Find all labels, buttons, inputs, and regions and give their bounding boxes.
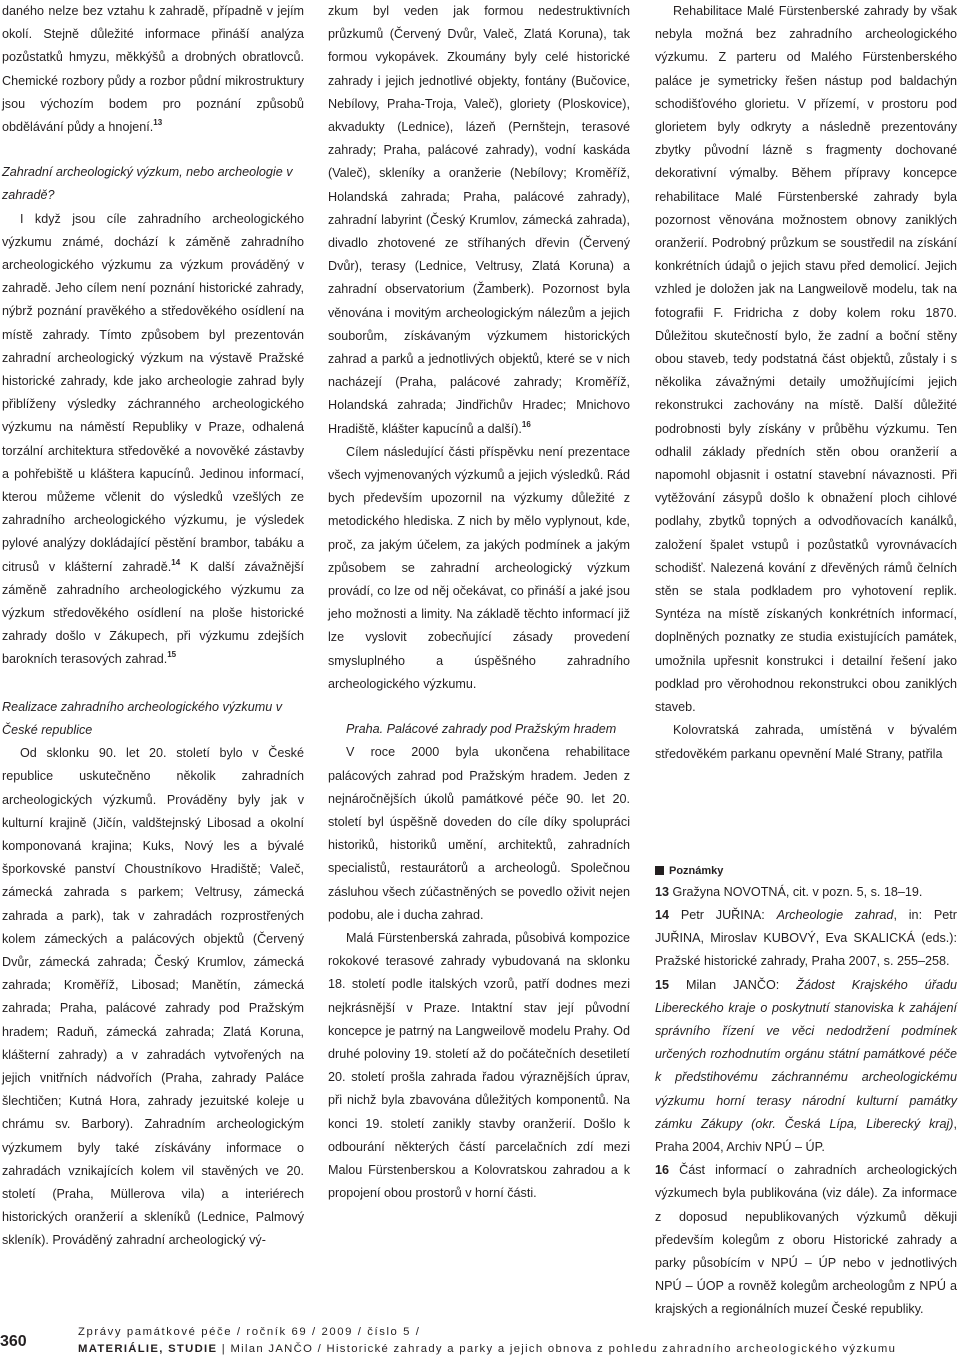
footnote-text: , in: Petr JUŘINA, Miroslav KUBOVÝ, Eva SKALICKÁ (eds.): Pražské historické zahrady, Praha 2007, s. 255–258. xyxy=(655,907,957,969)
paragraph xyxy=(2,208,304,672)
author-name: Milan JANČO xyxy=(230,1343,314,1355)
footnote-number: 13 xyxy=(655,884,670,899)
footnote-number: 14 xyxy=(655,907,670,922)
footnote-ref[interactable]: 13 xyxy=(153,118,163,128)
footnote-ref[interactable]: 15 xyxy=(167,650,177,660)
section-heading: Realizace zahradního archeologického výzkumu v České republice xyxy=(2,699,283,737)
footnote-ref[interactable]: 16 xyxy=(521,419,531,429)
column-1 xyxy=(2,0,304,1253)
paragraph xyxy=(2,0,304,139)
section-heading: Zahradní archeologický výzkum, nebo archeologie v zahradě? xyxy=(2,165,293,203)
footnote-text: , Praha 2004, Archiv NPÚ – ÚP. xyxy=(655,1116,957,1154)
separator: | xyxy=(221,1343,227,1355)
footnote-number: 16 xyxy=(655,1163,670,1178)
footnote-text: Gražyna NOVOTNÁ, cit. v pozn. 5, s. 18–19. xyxy=(672,884,923,899)
footnote xyxy=(655,1159,957,1321)
footnote-number: 15 xyxy=(655,977,670,992)
footnote xyxy=(655,881,957,904)
journal-info: Zprávy památkové péče / ročník 69 / 2009 / číslo 5 / xyxy=(78,1326,421,1338)
paragraph xyxy=(328,0,630,441)
footnote-title: Žádost Krajského úřadu Libereckého kraje o poskytnutí stanoviska k zahájení správního řízení ve věci nedodržení podmínek určených rozhodnutím orgánu státní památkové péče k předstihovému záchrannému archeologickému výzkumu horní terasy národní kulturní památky zámku Zákupy (okr. Česká Lípa, Liberecký kraj) xyxy=(655,977,958,1131)
paragraph: Rehabilitace Malé Fürstenberské zahrady by však nebyla možná bez zahradního archeologického výzkumu. Z parteru od Malého Fürstenberského paláce je symetricky řešen nástup pod baldachýn schodišťového glorietu. V přízemí, v prostoru pod glorietem byly odkryty a následně prezentovány zbytky původní lázně s fragmenty dochované dekorativní výmalby. Během přípravy koncepce rehabilitace Malé Fürstenberské zahrady byla pozornost věnována možnostem obnovy zaniklých oranžerií. Podrobný průzkum se soustředil na získání konkrétních údajů o jejich stavu před demolicí. Jejich vzhled je doložen jak na Langweilově modelu, tak na fotografii F. Fridricha z doby kolem roku 1870. Důležitou skutečností bylo, že zadní a boční stěny obou staveb, tedy podstatná část objektů, zůstaly i s několika závažnými detaily umožňujícími jejich rekonstrukci zachovány na místě. Další důležité podrobnosti byly získány v průběhu výzkumu. Ten odhalil základy předních stěn obou oranžerií a napomohl objasnit i ostatní stavební návaznosti. Při vytěžování zásypů došlo k obnažení ploch cihlové podlahy, zbytků topných a odvodňovacích kanálků, založení špalet vstupů i pozůstatků vyrovnávacích schodišť. Nalezená kování z dřevěných rámů čelních stěn se stala podkladem pro vyhotovení replik. Syntéza na místě získaných konkrétních informací, doplněných poznatky ze studia existujících památek, umožnila upřesnit konstrukci i detailní řešení jako podklad pro věrohodnou rekonstrukci obou zaniklých staveb. xyxy=(655,4,957,715)
column-2 xyxy=(328,0,630,1205)
section-label: MATERIÁLIE, STUDIE xyxy=(78,1343,218,1355)
page-number: 360 xyxy=(0,1333,27,1350)
footnote-text: Milan JANČO: xyxy=(686,977,797,992)
paragraph-text: daného nelze bez vztahu k zahradě, případně v jejím okolí. Stejně důležité informace přináší analýza pozůstatků hmyzu, měkkýšů a drobných obratlovců. Chemické rozbory půdy a rozbor půdní mikrostruktury jsou výchozím bodem pro poznání způsobů obdělávání půdy a hnojení. xyxy=(2,4,304,135)
paragraph-text: zkum byl veden jak formou nedestruktivních průzkumů (Červený Dvůr, Valeč, Zlatá Koruna), tak formou vykopávek. Zkoumány byly celé historické zahrady i jejich jednotlivé objekty, fontány (Bučovice, Nebílovy, Praha-Troja, Valeč), gloriety (Ploskovice), akvadukty (Lednice), lázeň (Pernštejn, terasové zahrady; Praha, palácové zahrady), vodní kaskáda (Valeč), skleníky a oranžerie (Nebílovy; Kroměříž, Holandská zahrada; Praha, palácové zahrady), zahradní labyrint (Český Krumlov, zámecká zahrada), divadlo zhotovené ze stříhaných dřevin (Červený Dvůr), terasy (Lednice, Veltrusy, Zlatá Koruna) a zahradní observatorium (Žamberk). Pozornost byla věnována i movitým archeologickým nálezům a jejich souborům, získávaným výzkumem historických zahrad a parků a jednotlivých objektů, které se v nich nacházejí (Praha, palácové zahrady; Kroměříž, Holandská zahrada; Jindřichův Hradec; Mnichovo Hradiště, klášter kapucínů a další). xyxy=(328,4,630,436)
footnote-title: Archeologie zahrad xyxy=(776,907,894,922)
section-heading: Praha. Palácové zahrady pod Pražským hradem xyxy=(346,722,617,737)
footnote-text: Část informací o zahradních archeologických výzkumech byla publikována (viz dále). Za informace z doposud nepublikovaných výzkumů děkuji především kolegům z oboru Historické zahrady a parky působícím v NPÚ – ÚP nebo v jednotlivých NPÚ – ÚOP a rovněž kolegům archeologům z NPÚ a krajských a regionálních muzeí České republiky. xyxy=(655,1163,957,1317)
paragraph: Kolovratská zahrada, umístěná v bývalém středověkém parkanu opevnění Malé Strany, patřila xyxy=(655,723,957,761)
running-footer xyxy=(78,1343,896,1355)
paragraph-text: K další závažnější záměně zahradního archeologického výzkumu za výzkum středověkého osídlení na ploše historické zahrady došlo v Zákupech, při výzkumu zdejších barokních terasových zahrad. xyxy=(2,559,304,667)
paragraph: Malá Fürstenberská zahrada, působivá kompozice rokokové terasové zahrady vybudovaná na sklonku 18. století podle italských vzorů, patří dodnes mezi nejkrásnější v Praze. Intaktní stav její původní koncepce je patrný na Langweilově modelu Prahy. Od druhé poloviny 19. století až do počátečních desetiletí 20. století prošla zahrada řadou výrazněјších úprav, při nichž byla zbavována důležitých komponentů. Na konci 19. století zanikly stavby oranžerií. Došlo k odbourání některých částí parcelačních zdí mezi Malou Fürstenberskou a Kolovratskou zahradou a k propojení obou prostorů v horní části. xyxy=(328,930,630,1201)
footnote-text: Petr JUŘINA: xyxy=(680,907,777,922)
article-title: / Historické zahrady a parky a jejich obnova z pohledu zahradního archeologického výzkumu xyxy=(317,1343,897,1355)
paragraph: Od sklonku 90. let 20. století bylo v České republice uskutečněno několik zahradních archeologických výzkumů. Prováděny byly jak v kulturní krajině (Jičín, valdštejnský Libosad a okolní komponovaná krajina; Kuks, Nový les a bývalé šporkovské panství Choustníkovo Hradiště; Valeč, zámecká zahrada s parkem; Veltrusy, zámecká zahrada a park), tak v zahradách rozprostřených kolem zámeckých a palácových objektů (Červený Dvůr, zámecká zahrada; Český Krumlov, zámecká zahrada; Kroměříž, Libosad; Manětín, zámecká zahrada; Praha, palácové zahrady pod Pražským hradem; Raduň, zámecká zahrada; Zlatá Koruna, klášterní zahrady) a v zahradách vytvořených na jejich vnitřních nádvořích (Praha, zahrady Paláce šlechtičen; Kutná Hora, zahrady jezuitské koleje u chrámu sv. Barbory). Zahradním archeologickým výzkumem byly také získávány informace o zahradách vznikajících kolem vil stavěných ve 20. století (Praha, Müllerova vila) a interiérech historických oranžerií a skleníků (Lednice, Palmový skleník). Prováděný zahradní archeologický vý- xyxy=(2,746,304,1248)
paragraph: V roce 2000 byla ukončena rehabilitace palácových zahrad pod Pražským hradem. Jeden z nejnáročnějších úkolů památkové péče 90. let 20. století byl úspěšně doveden do cíle díky spolupráci historiků, historiků umění, architektů, zahradních specialistů, restaurátorů a archeologů. Společnou zásluhou všech zúčastněných se povedlo oživit nejen podobu, ale i ducha zahrad. xyxy=(328,745,630,922)
paragraph: Cílem následující části příspěvku není prezentace všech vyjmenovaných výzkumů a jejich výsledků. Rád bych především upozornil na výzkumy důležité z metodického hlediska. Z nich by mělo vyplynout, kde, proč, za jakým účelem, za jakých podmínek a jakým způsobem se zahradní archeologický výzkum provádí, co lze od něj očekávat, co přináší a jaké jsou jeho možnosti a limity. Na základě těchto informací již lze vyslovit zobecňující zásady provedení smysluplného a úspěšného zahradního archeologického výzkumu. xyxy=(328,444,630,691)
paragraph-text: I když jsou cíle zahradního archeologického výzkumu známé, dochází k záměně zahradního archeologického výzkumu za výzkum prováděný v zahradě. Jeho cílem není poznání historické zahrady, nýbrž poznání pravěkého a středověkého osídlení na místě zahrady. Tímto způsobem byl prezentován zahradní archeologický výzkum na výstavě Pražské historické zahrady, kde jako archeologie zahrad byly přiblíženy výsledky záchranného archeologického výzkumu na náměstí Republiky v Praze, odhalená torzální architektura středověké a novověké zástavby a pohřebiště u kláštera kapucínů. Jedinou informací, kterou můžeme včlenit do výsledků vzešlých ze zahradního archeologického výzkumu, je výsledek pylové analýzy dokládající pěstění brambor, tabáku a citrusů v klášterní zahradě. xyxy=(2,211,304,574)
footnote-ref[interactable]: 14 xyxy=(171,557,181,567)
notes-title: Poznámky xyxy=(669,864,724,877)
footnote xyxy=(655,904,957,974)
square-bullet-icon xyxy=(655,866,664,875)
column-3 xyxy=(655,0,957,1322)
notes-heading xyxy=(655,861,957,881)
page-footer xyxy=(0,1322,960,1365)
footnote xyxy=(655,974,957,1160)
